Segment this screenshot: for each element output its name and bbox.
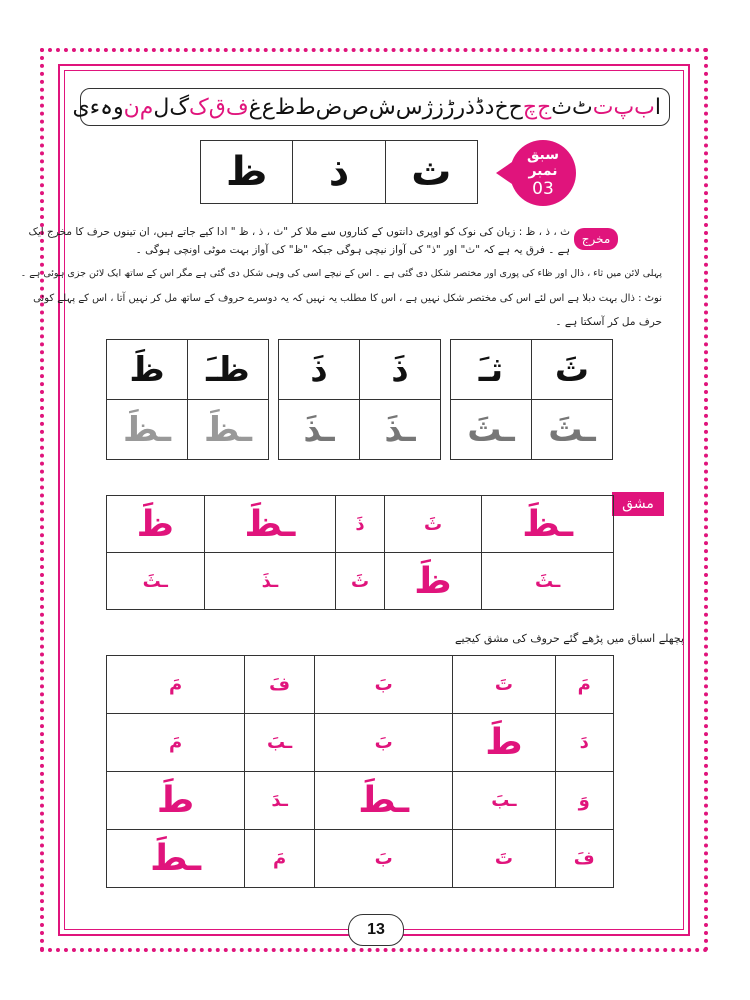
alphabet-letter: ح (508, 94, 523, 120)
lesson-badge-number: 03 (532, 179, 554, 199)
alphabet-letter: ہ (100, 94, 113, 120)
mashq-cell: ظَ (384, 553, 482, 610)
page-number: 13 (348, 914, 404, 946)
alphabet-letter: ا (654, 94, 661, 120)
review-cell: ـدَ (245, 772, 315, 830)
review-cell: طَ (453, 714, 555, 772)
review-cell: تَ (453, 656, 555, 714)
alphabet-letter: ل (153, 94, 170, 120)
practice-grid-dhal (278, 339, 441, 460)
letter-dhal: ذ (292, 141, 384, 203)
alphabet-letter: ع (261, 94, 275, 120)
grid-cell: ثَ (532, 340, 613, 400)
alphabet-letter: ش (368, 94, 396, 120)
review-cell: وَ (555, 772, 613, 830)
alphabet-letter: ت (592, 94, 614, 120)
mashq-cell: ـظَ (204, 496, 336, 553)
letter-zoe: ظ (225, 149, 268, 195)
alphabet-letter: ص (342, 94, 369, 120)
alphabet-letter: ک (189, 94, 209, 120)
review-cell: بَ (315, 830, 453, 888)
review-cell: مَ (107, 714, 245, 772)
lesson-number-badge (510, 140, 576, 206)
review-cell: طَ (107, 772, 245, 830)
alphabet-letter: ر (454, 94, 466, 120)
review-cell: بَ (315, 714, 453, 772)
grid-cell: ـظَ (107, 400, 188, 460)
mashq-cell: ـظَ (482, 496, 614, 553)
practice-grid-zoe (106, 339, 269, 460)
review-cell: فَ (245, 656, 315, 714)
alphabet-letter: ذ (465, 94, 475, 120)
grid-cell: ثـَ (451, 340, 532, 400)
grid-cell: ـثَ (532, 400, 613, 460)
review-cell: مَ (245, 830, 315, 888)
paragraph-1: ث ، ذ ، ظ : زبان کی نوک کو اوپری دانتوں کے کناروں سے ملا کر "ث ، ذ ، ظ " ادا کیے جاتے ہیں، ان تینوں حرف کا مخرج ایک (28, 226, 570, 238)
alphabet-letter: ز (433, 94, 444, 120)
mashq-cell: ـثَ (482, 553, 614, 610)
alphabet-letter: ژ (422, 94, 434, 120)
review-cell: دَ (555, 714, 613, 772)
grid-cell: ـظَ (188, 400, 269, 460)
paragraph-3: پہلی لائن میں ثاء ، ذال اور ظاء کی پوری اور مختصر شکل دی گئی ہے ۔ اس کے نیچے اسی کی وہی شکل دی گئی ہے مگر اس کے ساتھ ایک لائن جزی ہوئی ہے ۔ (20, 268, 662, 279)
paragraph-2: ہے ۔ فرق یہ ہے کہ "ث" اور "ذ" کی آواز نیچی ہوگی جبکہ "ظ" کی آواز بہت موٹی اونچی ہوگی ۔ (135, 244, 570, 256)
alphabet-letter: س (395, 94, 423, 120)
alphabet-letter: ض (315, 94, 343, 120)
review-grid (106, 655, 614, 888)
alphabet-letter: خ (494, 94, 509, 120)
mashq-cell: ظَ (107, 496, 205, 553)
alphabet-letter: ن (123, 94, 140, 120)
alphabet-letter: ج (537, 94, 552, 120)
grid-cell: ـثَ (451, 400, 532, 460)
mashq-cell: ثَ (336, 553, 385, 610)
alphabet-letter: ٹ (572, 94, 593, 120)
review-cell: تَ (453, 830, 555, 888)
lesson-badge-title: سبق نمبر (526, 147, 560, 179)
mashq-grid (106, 495, 614, 610)
grid-cell: ـذَ (360, 400, 441, 460)
alphabet-letter: ط (295, 94, 316, 120)
review-cell: بَ (315, 656, 453, 714)
alphabet-letter: ث (551, 94, 572, 120)
grid-cell: ظَ (107, 340, 188, 400)
makhraj-label: مخرج (574, 228, 618, 250)
alphabet-letter: م (139, 94, 154, 120)
review-cell: ـبَ (453, 772, 555, 830)
alphabet-letter: ی (72, 94, 90, 120)
paragraph-4: نوٹ : ذال بہت دبلا ہے اس لئے اس کی مختصر شکل نہیں ہے ، اس کا مطلب یہ نہیں کہ یہ دوسرے حروف کے ساتھ مل کر نہیں آتا ، اس کے پہلے کوئی (33, 293, 662, 304)
review-cell: ـطَ (315, 772, 453, 830)
alphabet-bar (72, 88, 670, 126)
alphabet-letter: پ (613, 94, 635, 120)
review-cell: مَ (107, 656, 245, 714)
alphabet-letter: و (112, 94, 124, 120)
grid-cell: ذَ (279, 340, 360, 400)
review-cell: فَ (555, 830, 613, 888)
alphabet-letter: ڈ (474, 94, 485, 120)
letter-tha: ث (385, 141, 477, 203)
practice-grid-tha (450, 339, 613, 460)
alphabet-letter: ء (89, 94, 101, 120)
mashq-cell: ثَ (384, 496, 482, 553)
alphabet-letter: گ (169, 94, 190, 120)
mashq-cell: ـذَ (204, 553, 336, 610)
alphabet-letter: ڑ (443, 94, 455, 120)
alphabet-letter: د (484, 94, 495, 120)
alphabet-letter: چ (522, 94, 538, 120)
alphabet-letter: ف (225, 94, 249, 120)
paragraph-5: حرف مل کر آسکتا ہے ۔ (555, 316, 662, 328)
mashq-label: مشق (612, 492, 664, 516)
alphabet-letter: ب (634, 94, 655, 120)
mashq-cell: ـثَ (107, 553, 205, 610)
grid-cell: ـذَ (279, 400, 360, 460)
grid-cell: ذَ (360, 340, 441, 400)
grid-cell: ظـَ (188, 340, 269, 400)
mashq-cell: ذَ (336, 496, 385, 553)
lesson-letters (200, 140, 478, 204)
review-cell: ـبَ (245, 714, 315, 772)
review-cell: ـطَ (107, 830, 245, 888)
alphabet-letter: ظ (274, 94, 296, 120)
review-cell: مَ (555, 656, 613, 714)
review-instruction: پچھلے اسباق میں پڑھے گئے حروف کی مشق کیجیے (455, 632, 685, 645)
alphabet-letter: غ (248, 94, 262, 120)
alphabet-letter: ق (208, 94, 226, 120)
